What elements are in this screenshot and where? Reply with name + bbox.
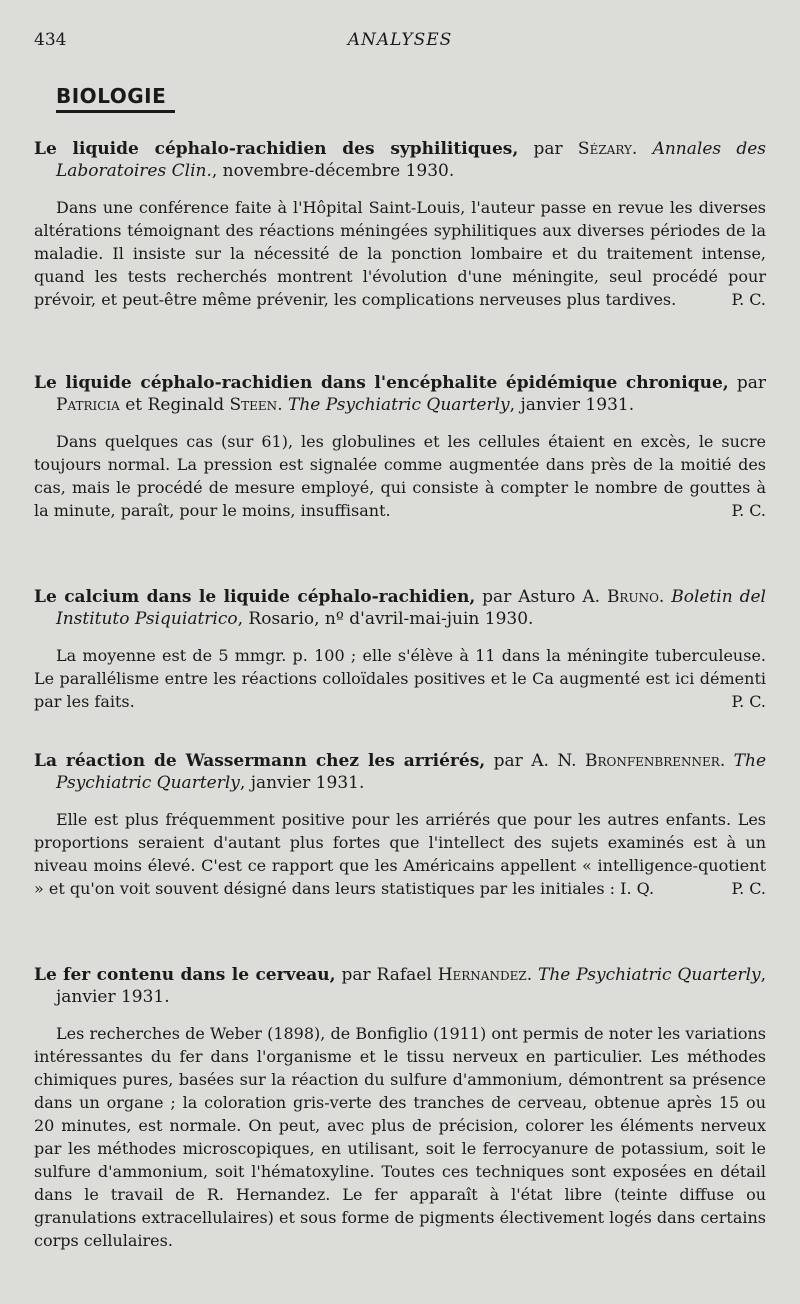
review-heading <box>34 964 766 1008</box>
review-heading <box>34 586 766 630</box>
review-body <box>34 196 766 311</box>
review-author: Hernandez <box>437 965 527 985</box>
review-by: par <box>736 373 766 393</box>
review-author-joiner: et Reginald <box>119 395 230 415</box>
review-source-pre: . <box>631 139 653 159</box>
review-source: Annales des Laboratoires Clin. <box>56 139 767 181</box>
review-text: La moyenne est de 5 mmgr. p. 100 ; elle s'élève à 11 dans la méningite tuberculeuse. Le parallélisme entre les réactions colloïdales positives et le Ca augmenté est ici démenti par les faits. <box>34 646 766 711</box>
review-author: Bronfenbrenner <box>584 751 720 771</box>
review-initials: P. C. <box>731 879 766 898</box>
review-5 <box>34 964 766 1268</box>
review-author-2: Steen <box>229 395 278 415</box>
review-text: Elle est plus fréquemment positive pour les arriérés que pour les autres enfants. Les proportions seraient d'autant plus fortes que l'intellect des sujets examinés est à un niveau moins élevé. C'est ce rapport que les Américains appellent « intelligence-quotient » et qu'on voit souvent désigné dans leurs statistiques par les initiales : I. Q. <box>34 810 766 898</box>
review-author-plain: Rafael <box>376 965 438 985</box>
review-heading <box>34 138 766 182</box>
review-title: La réaction de Wassermann chez les arriérés, <box>34 751 486 771</box>
section-underline <box>56 110 175 113</box>
review-source-pre: . <box>526 965 539 985</box>
review-source-rest: , Rosario, nº d'avril-mai-juin 1930. <box>237 609 534 629</box>
review-author: Patricia <box>56 395 120 415</box>
review-source: The Psychiatric Quarterly <box>288 395 510 415</box>
review-source-rest: , novembre-décembre 1930. <box>211 161 455 181</box>
review-source-rest: , janvier 1931. <box>509 395 635 415</box>
review-source-pre: . <box>658 587 672 607</box>
review-heading <box>34 372 766 416</box>
section-title: BIOLOGIE <box>56 84 167 108</box>
review-source-pre: . <box>277 395 288 415</box>
review-2 <box>34 372 766 538</box>
review-title: Le liquide céphalo-rachidien dans l'encéphalite épidémique chronique, <box>34 373 729 393</box>
page-header <box>34 30 766 54</box>
review-source-rest: , janvier 1931. <box>239 773 365 793</box>
review-3 <box>34 586 766 729</box>
review-by: par <box>341 965 371 985</box>
review-body <box>34 430 766 522</box>
review-source-rest: , janvier 1931. <box>56 965 767 1007</box>
review-title: Le calcium dans le liquide céphalo-rachidien, <box>34 587 476 607</box>
review-source: The Psychiatric Quarterly <box>56 751 767 793</box>
review-initials: P. C. <box>731 692 766 711</box>
review-author-plain: A. N. <box>531 751 585 771</box>
review-source: Boletin del Instituto Psiquiatrico <box>56 587 766 629</box>
review-by: par <box>533 139 563 159</box>
review-author: Sézary <box>577 139 632 159</box>
review-by: par <box>482 587 512 607</box>
review-initials: P. C. <box>731 501 766 520</box>
page-number: 434 <box>34 30 67 50</box>
review-body <box>34 808 766 900</box>
review-body <box>34 1022 766 1252</box>
review-text: Les recherches de Weber (1898), de Bonfiglio (1911) ont permis de noter les variations intéressantes du fer dans l'organisme et le tissu nerveux en particulier. Les méthodes chimiques pures, basées sur la réaction du sulfure d'ammonium, démontrent sa présence dans un organe ; la coloration gris-verte des tranches de cerveau, obtenue après 15 ou 20 minutes, est normale. On peut, avec plus de précision, colorer les éléments nerveux par les méthodes microscopiques, en utilisant, soit le ferrocyanure de potassium, soit le sulfure d'ammonium, soit l'hématoxyline. Toutes ces techniques sont exposées en détail dans le travail de R. Hernandez. Le fer apparaît à l'état libre (teinte diffuse ou granulations extracellulaires) et sous forme de pigments électivement logés dans certains corps cellulaires. <box>34 1024 766 1250</box>
review-source: The Psychiatric Quarterly <box>538 965 761 985</box>
review-title: Le fer contenu dans le cerveau, <box>34 965 336 985</box>
review-4 <box>34 750 766 916</box>
review-by: par <box>493 751 523 771</box>
review-author-plain: Asturo A. <box>518 587 607 607</box>
review-text: Dans une conférence faite à l'Hôpital Saint-Louis, l'auteur passe en revue les diverses altérations témoignant des réactions méningées syphilitiques aux diverses périodes de la maladie. Il insiste sur la nécessité de la ponction lombaire et du traitement intense, quand les tests recherchés montrent l'évolution d'une méningite, seul procédé pour prévoir, et peut-être même prévenir, les complications nerveuses plus tardives. <box>34 198 766 309</box>
review-initials: P. C. <box>731 290 766 309</box>
review-text: Dans quelques cas (sur 61), les globulines et les cellules étaient en excès, le sucre toujours normal. La pression est signalée comme augmentée dans près de la moitié des cas, mais le procédé de mesure employé, qui consiste à compter le nombre de gouttes à la minute, paraît, pour le moins, insuffisant. <box>34 432 766 520</box>
review-heading <box>34 750 766 794</box>
review-1 <box>34 138 766 327</box>
review-source-pre: . <box>719 751 734 771</box>
review-author: Bruno <box>606 587 659 607</box>
running-title: ANALYSES <box>347 30 453 50</box>
review-title: Le liquide céphalo-rachidien des syphilitiques, <box>34 139 519 159</box>
review-body <box>34 644 766 713</box>
